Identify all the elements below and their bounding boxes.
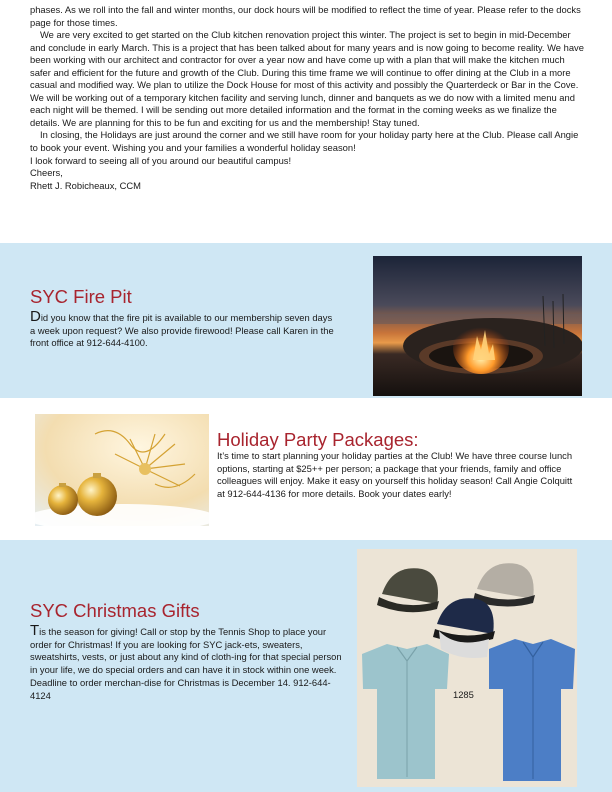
letter-paragraph-1: phases. As we roll into the fall and winter months, our dock hours will be modified to reflect the time of year. Please refer to the docks page for those times. bbox=[30, 4, 581, 28]
letter-signature: Rhett J. Robicheaux, CCM bbox=[30, 179, 141, 191]
holiday-section bbox=[0, 398, 612, 540]
merchandise-photo-number: 1285 bbox=[453, 689, 474, 700]
fire-pit-section bbox=[0, 243, 612, 398]
fire-pit-dropcap: D bbox=[30, 308, 41, 325]
gifts-title: SYC Christmas Gifts bbox=[30, 600, 200, 621]
letter-paragraph-3: In closing, the Holidays are just around the corner and we still have room for your holiday party here at the Club. Please call Angie to book your event. Wishing you and your families a wonderful holiday season! bbox=[30, 129, 579, 154]
letter-cheers: Cheers, bbox=[30, 167, 63, 179]
fire-pit-body bbox=[30, 308, 336, 350]
gifts-dropcap: T bbox=[30, 622, 40, 639]
merchandise-photo bbox=[357, 549, 577, 787]
holiday-title: Holiday Party Packages: bbox=[217, 429, 419, 450]
fire-pit-title: SYC Fire Pit bbox=[30, 286, 132, 307]
letter-paragraph-2: We are very excited to get started on the Club kitchen renovation project this winter. The project is set to begin in mid-December and conclude in early March. This is a project that has been talked about for many years and is now going to become reality. We have been working with our architect and contractor for over a year now and have come up with a plan that will make the kitchen much safer and efficient for the future and growth of the Club. During this time frame we will continue to offer dining at the Club in a more casual and modified way. We plan to utilize the Dock House for most of this activity and possibly the Quarterdeck or Bar in the Cove. We will be working out of a temporary kitchen facility and serving lunch, dinner and banquets as we do now with a limited menu and each night will be themed. I will be sending out more detailed information and the format in the coming weeks as we finalize the details. We are planning for this to be fun and exciting for us and the membership! Stay tuned. bbox=[30, 29, 584, 128]
gifts-body bbox=[30, 622, 342, 702]
holiday-ornaments-photo bbox=[35, 414, 209, 526]
fire-pit-text: id you know that the fire pit is available to our membership seven days a week upon request? We also provide firewood! Please call Karen in the front office at 912-644-4100. bbox=[30, 312, 334, 349]
fire-pit-photo bbox=[373, 256, 582, 396]
holiday-body: It’s time to start planning your holiday parties at the Club! We have three course lunch options, starting at $25++ per person; a package that your friends, family and office colleagues will enjoy. Make it easy on yourself this holiday season! Call Angie Colquitt at 912-644-4136 for more details. Book your dates early! bbox=[217, 450, 573, 500]
letter-section bbox=[30, 4, 584, 192]
gifts-section bbox=[0, 540, 612, 792]
letter-closing: I look forward to seeing all of you around our beautiful campus! bbox=[30, 154, 292, 166]
gifts-text: is the season for giving! Call or stop by the Tennis Shop to place your order for Christmas! If you are looking for SYC jack-ets, sweaters, sweatshirts, vests, or just about any kind of cloth-ing for that special person in your life, we do special orders and can have it in stock within one week. Deadline to order merchan-dise for Christmas is December 14. 912-644-4124 bbox=[30, 626, 342, 701]
